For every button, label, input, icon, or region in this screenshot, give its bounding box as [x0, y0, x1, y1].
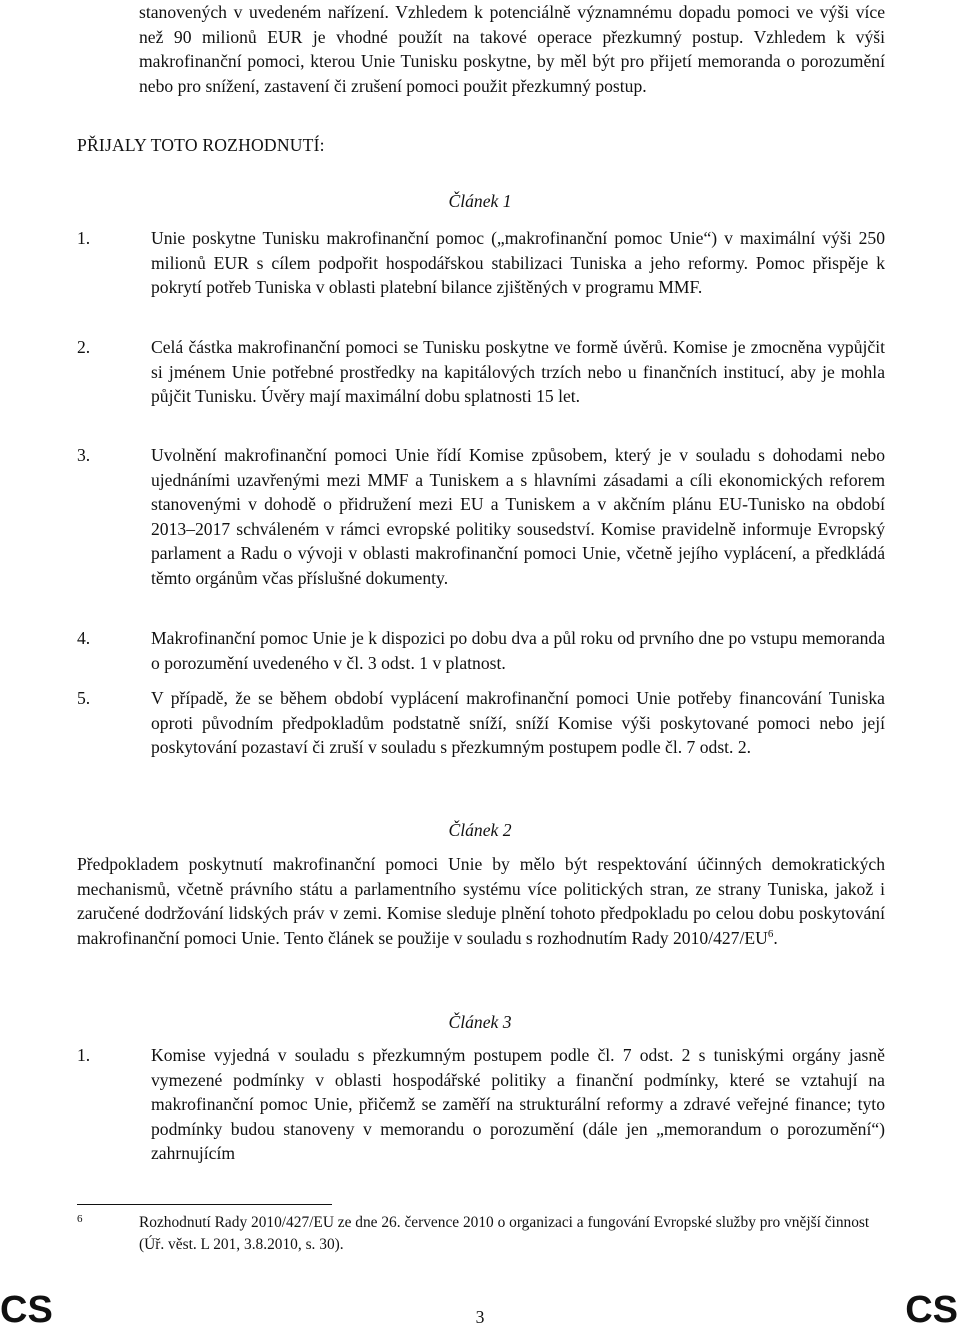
article-1-paragraph-3	[77, 443, 885, 591]
article-1-paragraph-1	[77, 226, 885, 300]
paragraph-number: 2.	[77, 337, 91, 357]
intro-paragraph: stanovených v uvedeném nařízení. Vzhledem k potenciálně významnému dopadu pomoci ve výši více než 90 milionů EUR je vhodné použít na takové operace přezkumný postup. Vzhledem k výši makrofinanční pomoci, kterou Unie Tunisku poskytne, by měl být pro přijetí memoranda o porozumění nebo pro snížení, zastavení či zrušení pomoci použit přezkumný postup.	[139, 2, 885, 96]
article-1-paragraph-2	[77, 335, 885, 409]
paragraph-number: 4.	[77, 628, 91, 648]
footnote-separator	[77, 1204, 332, 1205]
decision-heading: PŘIJALY TOTO ROZHODNUTÍ:	[77, 135, 325, 155]
footnote-text: Rozhodnutí Rady 2010/427/EU ze dne 26. července 2010 o organizaci a fungování Evropské služby pro vnější činnost (Úř. věst. L 201, 3.8.2010, s. 30).	[139, 1214, 870, 1253]
paragraph-text: Makrofinanční pomoc Unie je k dispozici po dobu dva a půl roku od prvního dne po vstupu memoranda o porozumění uvedeného v čl. 3 odst. 1 v platnost.	[151, 628, 885, 673]
paragraph-number: 3.	[77, 445, 91, 465]
language-code-left: CS	[0, 1289, 53, 1331]
article-1-paragraph-4	[77, 626, 885, 675]
language-code-right: CS	[905, 1289, 958, 1331]
article-3-paragraph-1	[77, 1043, 885, 1166]
paragraph-text: Uvolnění makrofinanční pomoci Unie řídí Komise způsobem, který je v souladu s dohodami nebo ujednáními uzavřenými mezi MMF a Tuniskem a s hlavními zásadami a cíli ekonomických reforem stanovenými v dohodě o přidružení mezi EU a Tuniskem a v akčním plánu EU-Tunisko na období 2013–2017 schváleném v rámci evropské politiky sousedství. Komise pravidelně informuje Evropský parlament a Radu o vývoji v oblasti makrofinanční pomoci Unie, včetně jejího vyplácení, a předkládá těmto orgánům včas příslušné dokumenty.	[151, 445, 885, 588]
paragraph-text: Celá částka makrofinanční pomoci se Tunisku poskytne ve formě úvěrů. Komise je zmocněna vypůjčit si jménem Unie potřebné prostředky na kapitálových trzích nebo u finančních institucí, aby je mohla půjčit Tunisku. Úvěry mají maximální dobu splatnosti 15 let.	[151, 337, 885, 407]
article-2-body: Předpokladem poskytnutí makrofinanční pomoci Unie by mělo být respektování účinných demokratických mechanismů, včetně právního státu a parlamentního systému více politických stran, ze strany Tuniska, jakož i zaručené dodržování lidských práv v zemi. Komise sleduje plnění tohoto předpokladu po celou dobu poskytování makrofinanční pomoci Unie. Tento článek se použije v souladu s rozhodnutím Rady 2010/427/EU	[77, 854, 885, 948]
paragraph-text: Komise vyjedná v souladu s přezkumným postupem podle čl. 7 odst. 2 s tuniskými orgány jasně vymezené podmínky v oblasti hospodářské politiky a finanční podmínky, které se vztahují na makrofinanční pomoc Unie, přičemž se zaměří na strukturální reformy a zdravé veřejné finance; tyto podmínky budou stanoveny v memorandu o porozumění (dále jen „memorandum o porozumění“) zahrnujícím	[151, 1045, 885, 1164]
footnote-number: 6	[77, 1213, 83, 1225]
paragraph-text: Unie poskytne Tunisku makrofinanční pomoc („makrofinanční pomoc Unie“) v maximální výši 250 milionů EUR s cílem podpořit hospodářskou stabilizaci Tuniska a jeho reformy. Pomoc přispěje k pokrytí potřeb Tuniska v oblasti platební bilance zjištěných v programu MMF.	[151, 228, 885, 298]
paragraph-number: 1.	[77, 1045, 91, 1065]
footnote-reference[interactable]: 6	[767, 927, 774, 940]
article-3-title: Článek 3	[448, 1012, 512, 1032]
article-2-end: .	[773, 927, 778, 948]
article-1-title: Článek 1	[448, 191, 512, 211]
footnote	[77, 1212, 885, 1256]
article-2-text	[77, 852, 885, 950]
article-1-paragraph-5	[77, 686, 885, 760]
paragraph-number: 1.	[77, 228, 91, 248]
page-number: 3	[475, 1307, 485, 1327]
paragraph-text: V případě, že se během období vyplácení makrofinanční pomoci Unie potřeby financování Tuniska oproti původním předpokladům podstatně sníží, sníží Komise výši poskytované pomoci nebo její poskytování pozastaví či zruší v souladu s přezkumným postupem podle čl. 7 odst. 2.	[151, 688, 885, 758]
article-2-title: Článek 2	[448, 820, 512, 840]
paragraph-number: 5.	[77, 688, 91, 708]
